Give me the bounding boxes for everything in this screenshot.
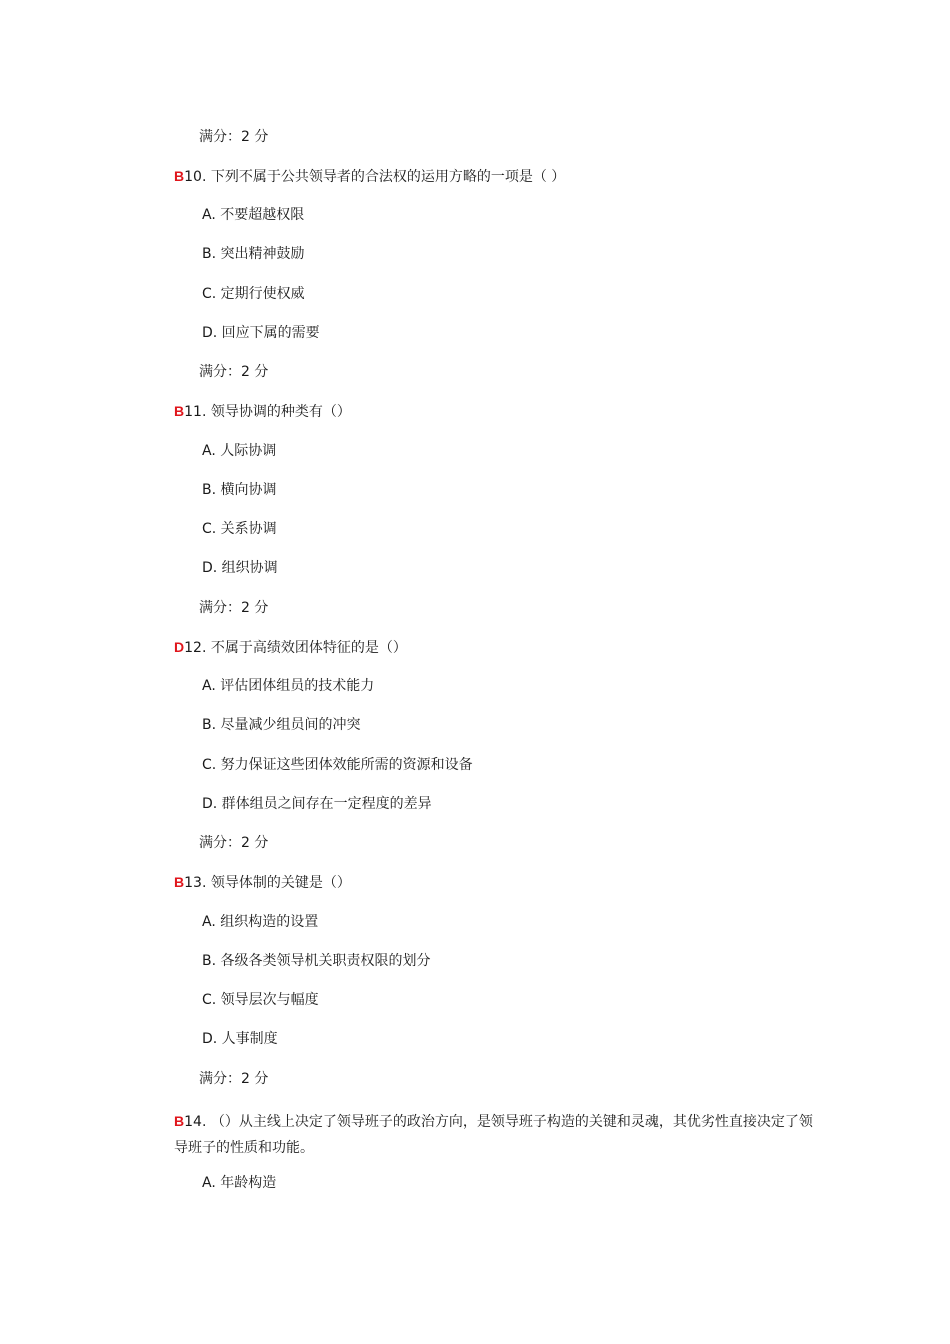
question-text: （）从主线上决定了领导班子的政治方向，是领导班子构造的关键和灵魂，其优劣性直接决定了领导班子的性质和功能。 bbox=[174, 1114, 813, 1156]
option-b: B. 突出精神鼓励 bbox=[202, 246, 305, 262]
question-number: 14. bbox=[184, 1114, 207, 1130]
option-c: C. 领导层次与幅度 bbox=[202, 992, 319, 1008]
answer-key: B bbox=[174, 874, 185, 890]
option-d: D. 人事制度 bbox=[202, 1031, 278, 1047]
answer-key: B bbox=[174, 1113, 185, 1129]
score-line: 满分：2 分 bbox=[199, 129, 269, 145]
option-a: A. 不要超越权限 bbox=[202, 207, 305, 223]
option-a: A. 组织构造的设置 bbox=[202, 914, 319, 930]
option-b: B. 横向协调 bbox=[202, 482, 277, 498]
option-d: D. 回应下属的需要 bbox=[202, 325, 320, 341]
option-c: C. 关系协调 bbox=[202, 521, 277, 537]
question-12 bbox=[174, 637, 814, 658]
option-d: D. 群体组员之间存在一定程度的差异 bbox=[202, 796, 432, 812]
question-number: 12. bbox=[184, 640, 207, 656]
answer-key: B bbox=[174, 403, 185, 419]
question-11 bbox=[174, 401, 814, 422]
question-number: 11. bbox=[184, 404, 207, 420]
option-b: B. 各级各类领导机关职责权限的划分 bbox=[202, 953, 431, 969]
score-line: 满分：2 分 bbox=[199, 835, 269, 851]
question-text: 不属于高绩效团体特征的是（） bbox=[210, 640, 407, 656]
option-c: C. 定期行使权威 bbox=[202, 286, 305, 302]
option-b: B. 尽量减少组员间的冲突 bbox=[202, 717, 361, 733]
question-number: 13. bbox=[184, 875, 207, 891]
answer-key: D bbox=[174, 639, 185, 655]
score-line: 满分：2 分 bbox=[199, 600, 269, 616]
question-14 bbox=[174, 1108, 814, 1161]
question-13 bbox=[174, 872, 814, 893]
score-line: 满分：2 分 bbox=[199, 1071, 269, 1087]
option-c: C. 努力保证这些团体效能所需的资源和设备 bbox=[202, 757, 473, 773]
answer-key: B bbox=[174, 168, 185, 184]
score-line: 满分：2 分 bbox=[199, 364, 269, 380]
question-10 bbox=[174, 166, 814, 187]
question-number: 10. bbox=[184, 169, 207, 185]
option-a: A. 年龄构造 bbox=[202, 1175, 277, 1191]
option-a: A. 人际协调 bbox=[202, 443, 277, 459]
question-text: 下列不属于公共领导者的合法权的运用方略的一项是（ ） bbox=[210, 169, 566, 185]
option-d: D. 组织协调 bbox=[202, 560, 278, 576]
option-a: A. 评估团体组员的技术能力 bbox=[202, 678, 375, 694]
question-text: 领导体制的关键是（） bbox=[210, 875, 351, 891]
question-text: 领导协调的种类有（） bbox=[210, 404, 351, 420]
